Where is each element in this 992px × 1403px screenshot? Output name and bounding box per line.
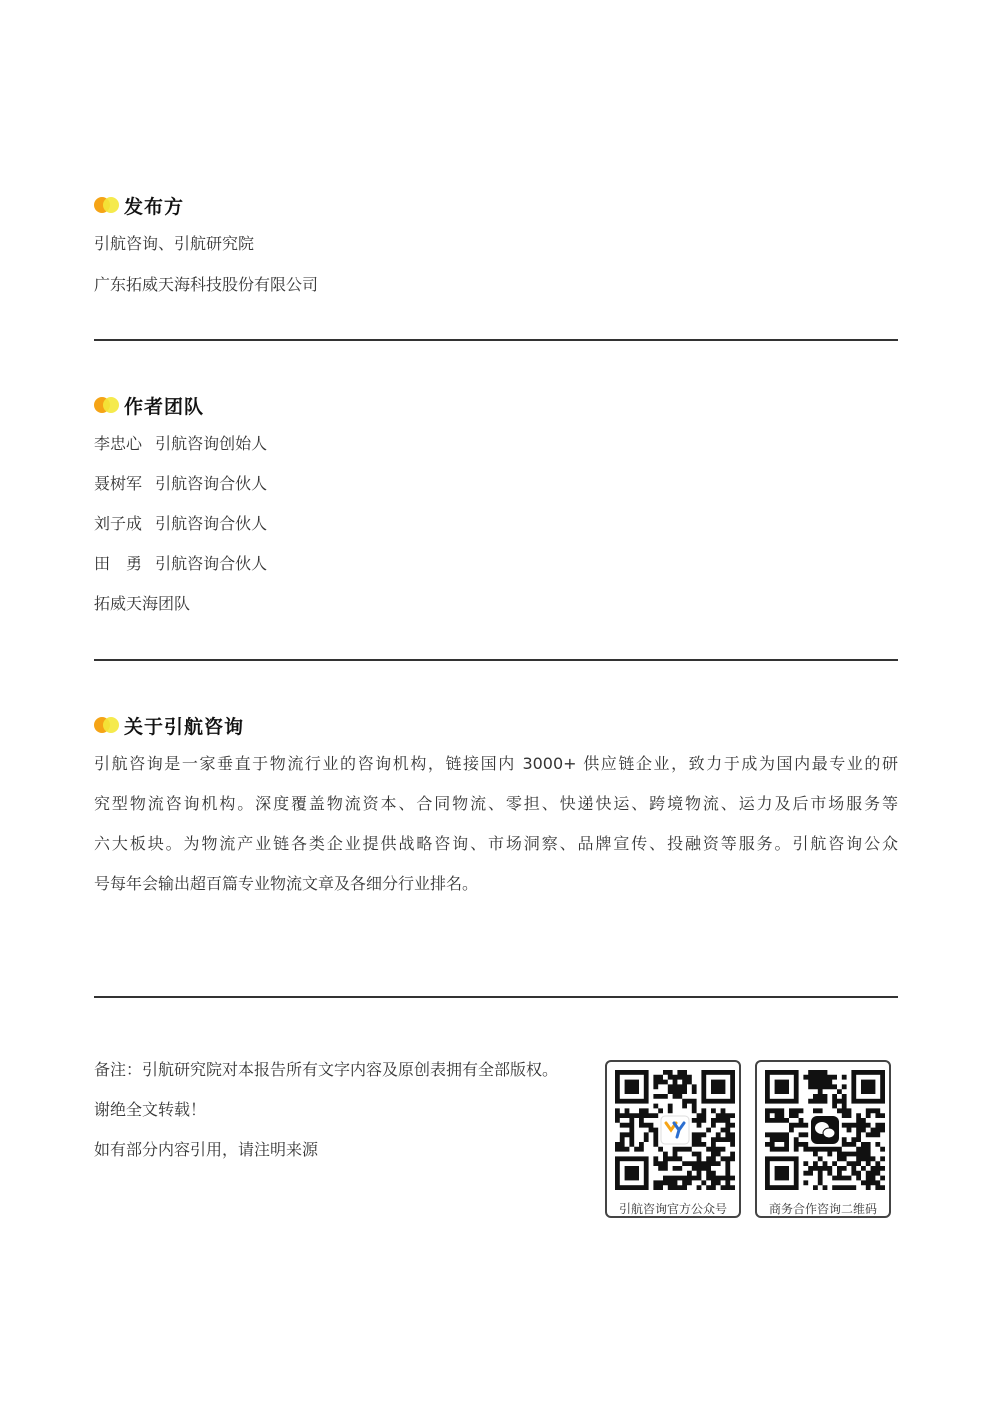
- section-bullet-icon: [94, 716, 120, 734]
- section-bullet-icon: [94, 196, 120, 214]
- publisher-line: 广东拓威天海科技股份有限公司: [94, 275, 319, 294]
- section-divider: [94, 339, 898, 341]
- author-role: 引航咨询合伙人: [155, 474, 268, 493]
- about-heading: [94, 713, 244, 737]
- author-team: 拓威天海团队: [94, 594, 191, 613]
- yh-logo-icon: [661, 1116, 689, 1144]
- author-name: 田 勇: [94, 554, 143, 573]
- about-line: 号每年会输出超百篇专业物流文章及各细分行业排名。: [94, 874, 479, 893]
- qr-card-official-account: [605, 1060, 741, 1218]
- qr-code-business: [765, 1070, 885, 1190]
- author-role: 引航咨询合伙人: [155, 554, 268, 573]
- qr-caption: 引航咨询官方公众号: [618, 1202, 727, 1216]
- copyright-note: 备注：引航研究院对本报告所有文字内容及原创表拥有全部版权。: [94, 1060, 559, 1079]
- author-role: 引航咨询合伙人: [155, 514, 268, 533]
- authors-heading: [94, 393, 204, 417]
- wechat-icon: [811, 1116, 839, 1144]
- publisher-heading: [94, 193, 184, 217]
- citation-note: 如有部分内容引用，请注明来源: [94, 1140, 319, 1159]
- about-line: 引航咨询是一家垂直于物流行业的咨询机构，链接国内 3000+ 供应链企业，致力于成为国内最专业的研: [94, 754, 898, 773]
- author-row: [94, 554, 267, 574]
- publisher-line: 引航咨询、引航研究院: [94, 234, 255, 253]
- about-paragraph: [94, 750, 898, 910]
- author-name: 李忠心: [94, 434, 143, 453]
- qr-code-official-account: [615, 1070, 735, 1190]
- author-name: 刘子成: [94, 514, 143, 533]
- section-divider: [94, 996, 898, 998]
- author-row: [94, 474, 267, 494]
- author-name: 聂树军: [94, 474, 143, 493]
- authors-heading-text: 作者团队: [124, 395, 205, 418]
- author-row: [94, 514, 267, 534]
- author-row: [94, 434, 267, 454]
- about-line: 究型物流咨询机构。深度覆盖物流资本、合同物流、零担、快递快运、跨境物流、运力及后市场服务等: [94, 794, 898, 813]
- qr-caption: 商务合作咨询二维码: [768, 1202, 877, 1216]
- about-heading-text: 关于引航咨询: [124, 715, 245, 738]
- publisher-heading-text: 发布方: [124, 195, 185, 218]
- about-line: 六大板块。为物流产业链各类企业提供战略咨询、市场洞察、品牌宣传、投融资等服务。引航咨询公众: [94, 834, 898, 853]
- reprint-note: 谢绝全文转载！: [94, 1100, 207, 1119]
- qr-card-business: [755, 1060, 891, 1218]
- author-role: 引航咨询创始人: [155, 434, 268, 453]
- section-bullet-icon: [94, 396, 120, 414]
- section-divider: [94, 659, 898, 661]
